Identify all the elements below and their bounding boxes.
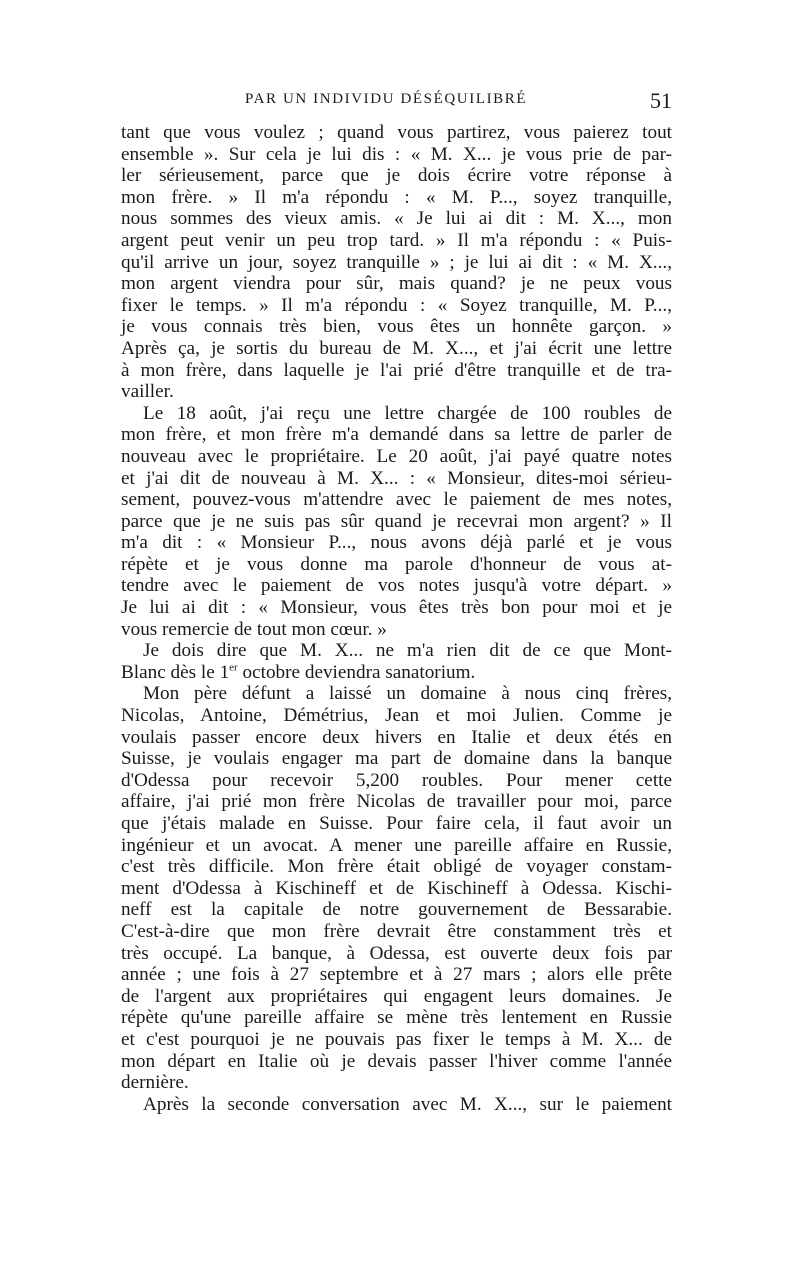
text-line: Mon père défunt a laissé un domaine à nous cinq frères,: [143, 683, 672, 705]
text-line: de l'argent aux propriétaires qui engagent leurs domaines. Je: [121, 985, 672, 1007]
text-line: c'est très difficile. Mon frère était obligé de voyager constam-: [121, 856, 672, 878]
text-line: nouveau avec le propriétaire. Le 20 août, j'ai payé quatre notes: [121, 445, 672, 467]
text-line: d'Odessa pour recevoir 5,200 roubles. Pour mener cette: [121, 769, 672, 791]
text-line: mon argent viendra pour sûr, mais quand? je ne peux vous: [121, 273, 672, 295]
text-line: Nicolas, Antoine, Démétrius, Jean et moi Julien. Comme je: [121, 705, 672, 727]
text-line: ingénieur et un avocat. A mener une pareille affaire en Russie,: [121, 834, 672, 856]
text-line: Après ça, je sortis du bureau de M. X..., et j'ai écrit une lettre: [121, 337, 672, 359]
text-line: sement, pouvez-vous m'attendre avec le paiement de mes notes,: [121, 489, 672, 511]
text-line: Le 18 août, j'ai reçu une lettre chargée de 100 roubles de: [143, 402, 672, 424]
text-line: affaire, j'ai prié mon frère Nicolas de travailler pour moi, parce: [121, 791, 672, 813]
text-line: vous remercie de tout mon cœur. »: [121, 618, 387, 640]
text-line: argent peut venir un peu trop tard. » Il m'a répondu : « Puis-: [121, 229, 672, 251]
running-title: PAR UN INDIVIDU DÉSÉQUILIBRÉ: [245, 91, 528, 107]
text-line: et j'ai dit de nouveau à M. X... : « Monsieur, dites-moi sérieu-: [121, 467, 672, 489]
text-line: répète et je vous donne ma parole d'honneur de vous at-: [121, 553, 672, 575]
text-line: parce que je ne suis pas sûr quand je recevrai mon argent? » Il: [121, 510, 672, 532]
text-line: que j'étais malade en Suisse. Pour faire cela, il faut avoir un: [121, 813, 672, 834]
text-line: Je lui ai dit : « Monsieur, vous êtes très bon pour moi et je: [121, 597, 672, 619]
text-line: Blanc dès le 1er octobre deviendra sanatorium.: [121, 661, 476, 683]
text-line: mon départ en Italie où je devais passer l'hiver comme l'année: [121, 1050, 672, 1072]
text-line: je vous connais très bien, vous êtes un honnête garçon. »: [121, 316, 672, 338]
text-line: très occupé. La banque, à Odessa, est ouverte deux fois par: [121, 942, 672, 964]
text-line: et c'est pourquoi je ne pouvais pas fixer le temps à M. X... de: [121, 1028, 672, 1050]
book-page: [121, 88, 672, 1115]
text-line: ler sérieusement, parce que je dois écrire votre réponse à: [121, 165, 672, 187]
text-line: C'est-à-dire que mon frère devrait être constamment très et: [121, 920, 672, 942]
text-fragment: octobre deviendra sanatorium.: [237, 661, 476, 683]
text-line: Suisse, je voulais engager ma part de domaine dans la banque: [121, 748, 672, 770]
text-line: Je dois dire que M. X... ne m'a rien dit de ce que Mont-: [143, 640, 672, 662]
page-number: 51: [650, 88, 672, 113]
text-line: m'a dit : « Monsieur P..., nous avons déjà parlé et je vous: [121, 532, 672, 554]
paragraph: [121, 403, 672, 641]
text-line: tant que vous voulez ; quand vous partirez, vous paierez tout: [121, 122, 672, 143]
text-line: année ; une fois à 27 septembre et à 27 mars ; alors elle prête: [121, 964, 672, 986]
text-line: Après la seconde conversation avec M. X..., sur le paiement: [143, 1093, 672, 1115]
text-line: vailler.: [121, 381, 174, 403]
text-line: tendre avec le paiement de vos notes jusqu'à votre départ. »: [121, 575, 672, 597]
text-line: ensemble ». Sur cela je lui dis : « M. X... je vous prie de par-: [121, 143, 672, 165]
paragraph: [121, 640, 672, 683]
text-line: voulais passer encore deux hivers en Italie et deux étés en: [121, 726, 672, 748]
text-line: répète qu'une pareille affaire se mène très lentement en Russie: [121, 1007, 672, 1029]
text-line: dernière.: [121, 1072, 189, 1094]
text-line: ment d'Odessa à Kischineff et de Kischineff à Odessa. Kischi-: [121, 877, 672, 899]
text-line: fixer le temps. » Il m'a répondu : « Soyez tranquille, M. P...,: [121, 294, 672, 316]
running-head: [121, 88, 672, 122]
paragraph: [121, 683, 672, 1093]
text-line: neff est la capitale de notre gouvernement de Bessarabie.: [121, 899, 672, 921]
text-line: mon frère, et mon frère m'a demandé dans sa lettre de parler de: [121, 424, 672, 446]
text-line: qu'il arrive un jour, soyez tranquille » ; je lui ai dit : « M. X...,: [121, 251, 672, 273]
text-line: nous sommes des vieux amis. « Je lui ai dit : M. X..., mon: [121, 208, 672, 230]
text-line: mon frère. » Il m'a répondu : « M. P..., soyez tranquille,: [121, 186, 672, 208]
text-line: à mon frère, dans laquelle je l'ai prié d'être tranquille et de tra-: [121, 359, 672, 381]
paragraph: [121, 122, 672, 403]
superscript: er: [229, 661, 238, 674]
body-text: [121, 122, 672, 1115]
paragraph: [121, 1094, 672, 1116]
